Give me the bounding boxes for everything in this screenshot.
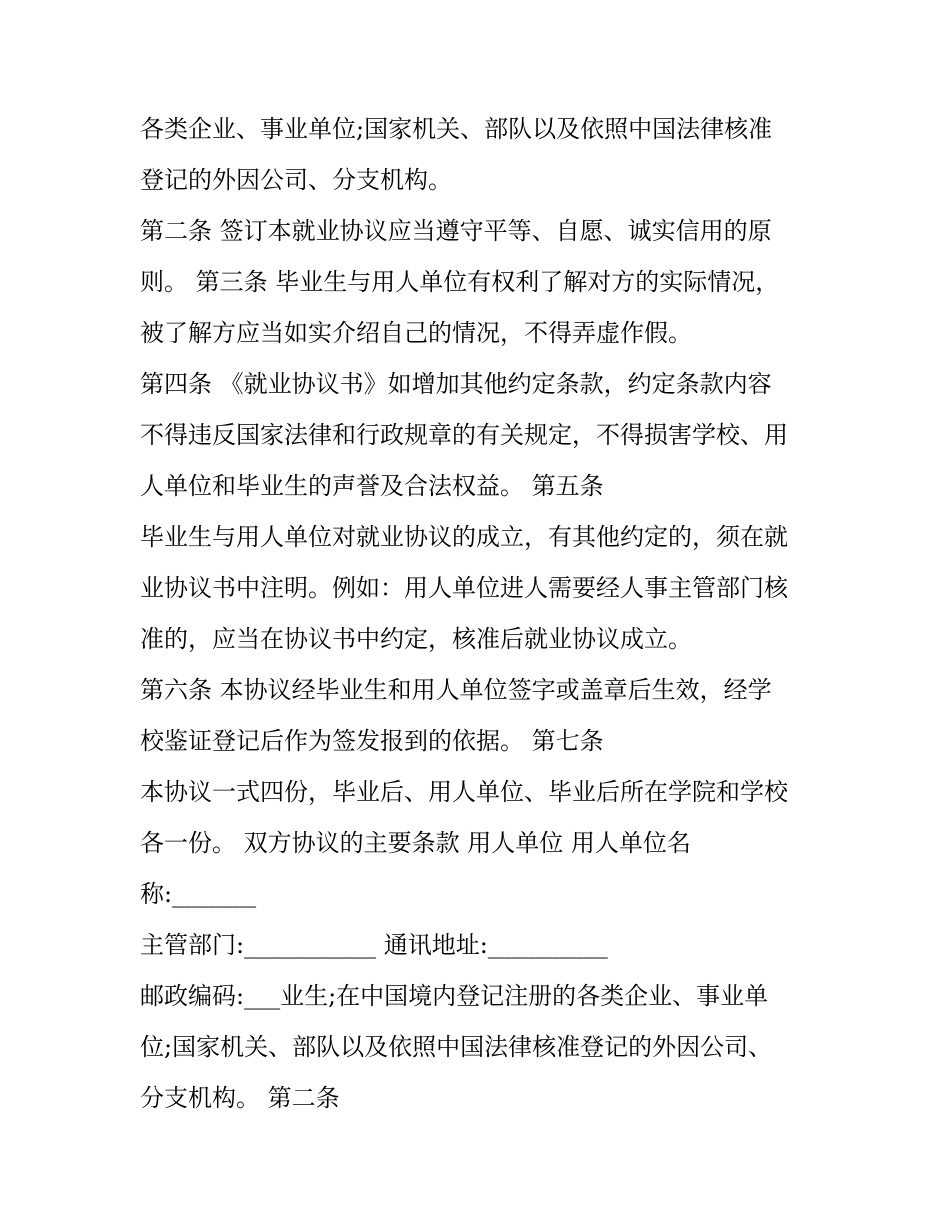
text-line: 主管部门:___________ 通讯地址:__________: [140, 931, 608, 959]
text-line: 各一份。 双方协议的主要条款 用人单位 用人单位名: [140, 829, 691, 857]
text-line: 第二条 签订本就业协议应当遵守平等、自愿、诚实信用的原: [140, 217, 772, 245]
text-line: 登记的外因公司、分支机构。: [140, 166, 452, 194]
text-line: 校鉴证登记后作为签发报到的依据。 第七条: [140, 727, 604, 755]
text-line: 毕业生与用人单位对就业协议的成立，有其他约定的，须在就: [140, 523, 788, 551]
text-line: 则。 第三条 毕业生与用人单位有权利了解对方的实际情况，: [140, 268, 780, 296]
text-line: 第四条 《就业协议书》如增加其他约定条款，约定条款内容: [140, 370, 772, 398]
text-line: 人单位和毕业生的声誉及合法权益。 第五条: [140, 472, 604, 500]
text-line: 各类企业、事业单位;国家机关、部队以及依照中国法律核准: [140, 115, 773, 143]
text-line: 不得违反国家法律和行政规章的有关规定，不得损害学校、用: [140, 421, 788, 449]
document-body: [140, 104, 840, 1124]
text-line: 准的，应当在协议书中约定，核准后就业协议成立。: [140, 625, 692, 653]
text-line: 第六条 本协议经毕业生和用人单位签字或盖章后生效，经学: [140, 676, 772, 704]
text-line: 分支机构。 第二条: [140, 1084, 340, 1112]
text-line: 业协议书中注明。例如：用人单位进人需要经人事主管部门核: [140, 574, 788, 602]
text-line: 称:_______: [140, 880, 257, 908]
text-line: 被了解方应当如实介绍自己的情况，不得弄虚作假。: [140, 319, 692, 347]
text-line: 本协议一式四份，毕业后、用人单位、毕业后所在学院和学校: [140, 778, 788, 806]
text-line: 邮政编码:___业生;在中国境内登记注册的各类企业、事业单: [140, 982, 769, 1010]
text-line: 位;国家机关、部队以及依照中国法律核准登记的外因公司、: [140, 1033, 773, 1061]
